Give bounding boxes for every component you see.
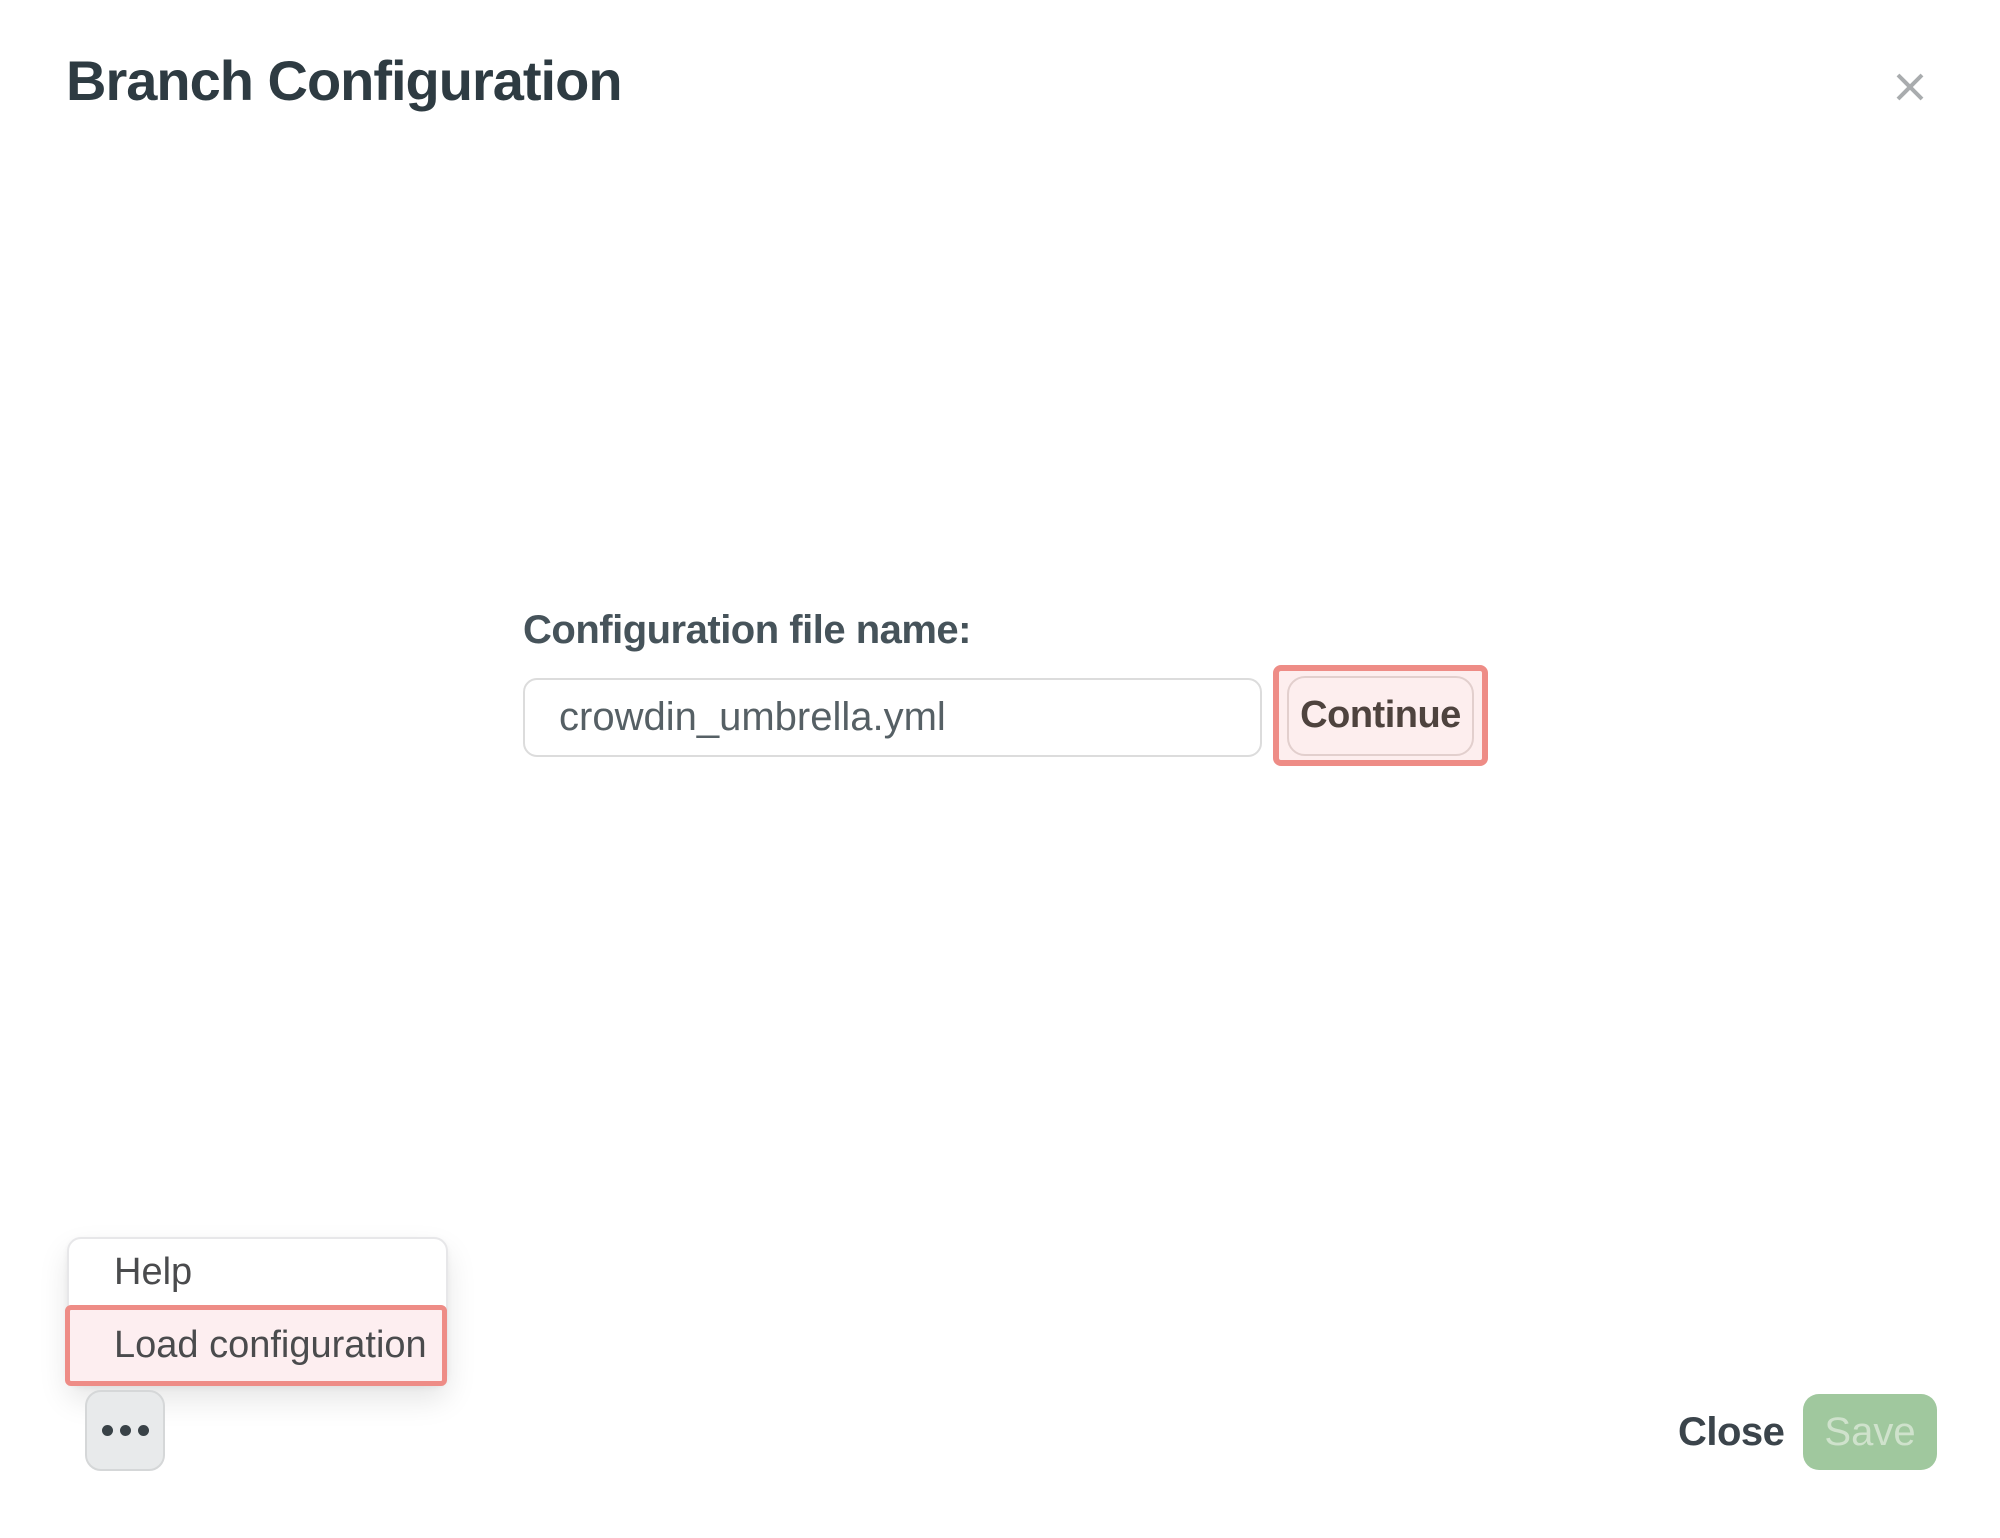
config-file-name-input[interactable] bbox=[523, 678, 1262, 757]
config-file-name-label: Configuration file name: bbox=[523, 608, 971, 652]
menu-item-help[interactable]: Help bbox=[114, 1251, 193, 1293]
continue-button[interactable]: Continue bbox=[1287, 676, 1474, 756]
load-configuration-highlight-box bbox=[65, 1305, 447, 1386]
page-title: Branch Configuration bbox=[66, 49, 622, 112]
close-button[interactable] bbox=[1882, 59, 1938, 115]
save-button[interactable]: Save bbox=[1803, 1394, 1937, 1470]
continue-highlight-box bbox=[1273, 665, 1488, 766]
menu-item-load-configuration[interactable]: Load configuration bbox=[114, 1324, 427, 1366]
close-icon bbox=[1895, 72, 1925, 102]
ellipsis-icon bbox=[102, 1425, 149, 1436]
footer-close-button[interactable]: Close bbox=[1656, 1398, 1806, 1466]
more-options-button[interactable] bbox=[85, 1390, 165, 1471]
